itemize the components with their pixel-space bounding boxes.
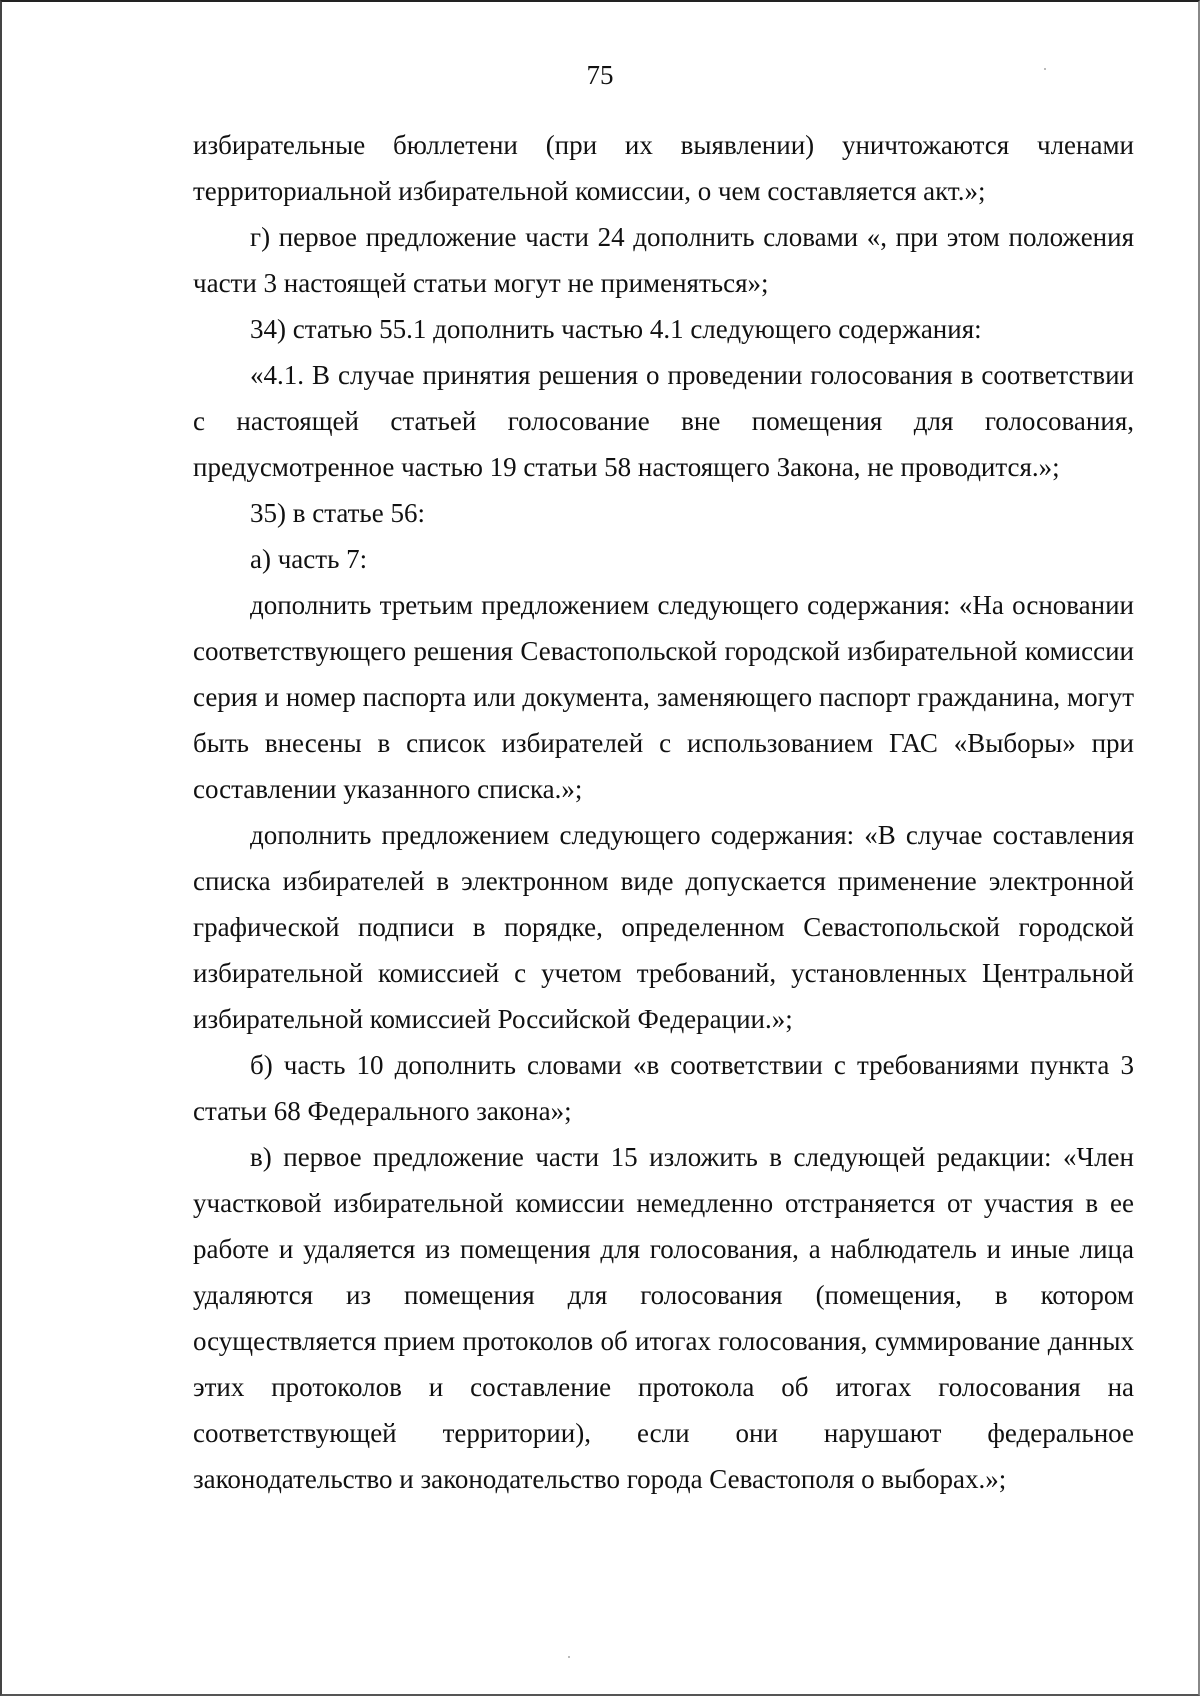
paragraph-add-third-sentence: дополнить третьим предложением следующего содержания: «На основании соответствующего решения Севастопольской городской избирательной комиссии серия и номер паспорта или документа, заменяющего паспорт гражданина, могут быть внесены в список избирателей с использованием ГАС «Выборы» при составлении указанного списка.»; xyxy=(193,590,1134,804)
scan-speck xyxy=(568,1656,570,1658)
paragraph-item-34: 34) статью 55.1 дополнить частью 4.1 следующего содержания: xyxy=(250,314,982,344)
paragraph-item-g: г) первое предложение части 24 дополнить словами «, при этом положения части 3 настоящей статьи могут не применяться»; xyxy=(193,222,1134,298)
scan-speck xyxy=(1044,68,1046,70)
page-number: 75 xyxy=(586,60,614,90)
paragraph-item-b: б) часть 10 дополнить словами «в соответствии с требованиями пункта 3 статьи 68 Федерального закона»; xyxy=(193,1050,1134,1126)
paragraph-item-a: а) часть 7: xyxy=(250,544,368,574)
document-body xyxy=(193,122,1134,1502)
paragraph-item-35: 35) в статье 56: xyxy=(250,498,425,528)
paragraph-quote-4-1: «4.1. В случае принятия решения о проведении голосования в соответствии с настоящей статьей голосование вне помещения для голосования, предусмотренное частью 19 статьи 58 настоящего Закона, не проводится.»; xyxy=(193,360,1134,482)
paragraph-continuation: избирательные бюллетени (при их выявлении) уничтожаются членами территориальной избирательной комиссии, о чем составляется акт.»; xyxy=(193,130,1134,206)
paragraph-item-v: в) первое предложение части 15 изложить в следующей редакции: «Член участковой избирательной комиссии немедленно отстраняется от участия в ее работе и удаляется из помещения для голосования, а наблюдатель и иные лица удаляются из помещения для голосования (помещения, в котором осуществляется прием протоколов об итогах голосования, суммирование данных этих протоколов и составление протокола об итогах голосования на соответствующей территории), если они нарушают федеральное законодательство и законодательство города Севастополя о выборах.»; xyxy=(193,1142,1134,1494)
paragraph-add-sentence: дополнить предложением следующего содержания: «В случае составления списка избирателей в электронном виде допускается применение электронной графической подписи в порядке, определенном Севастопольской городской избирательной комиссией с учетом требований, установленных Центральной избирательной комиссией Российской Федерации.»; xyxy=(193,820,1134,1034)
